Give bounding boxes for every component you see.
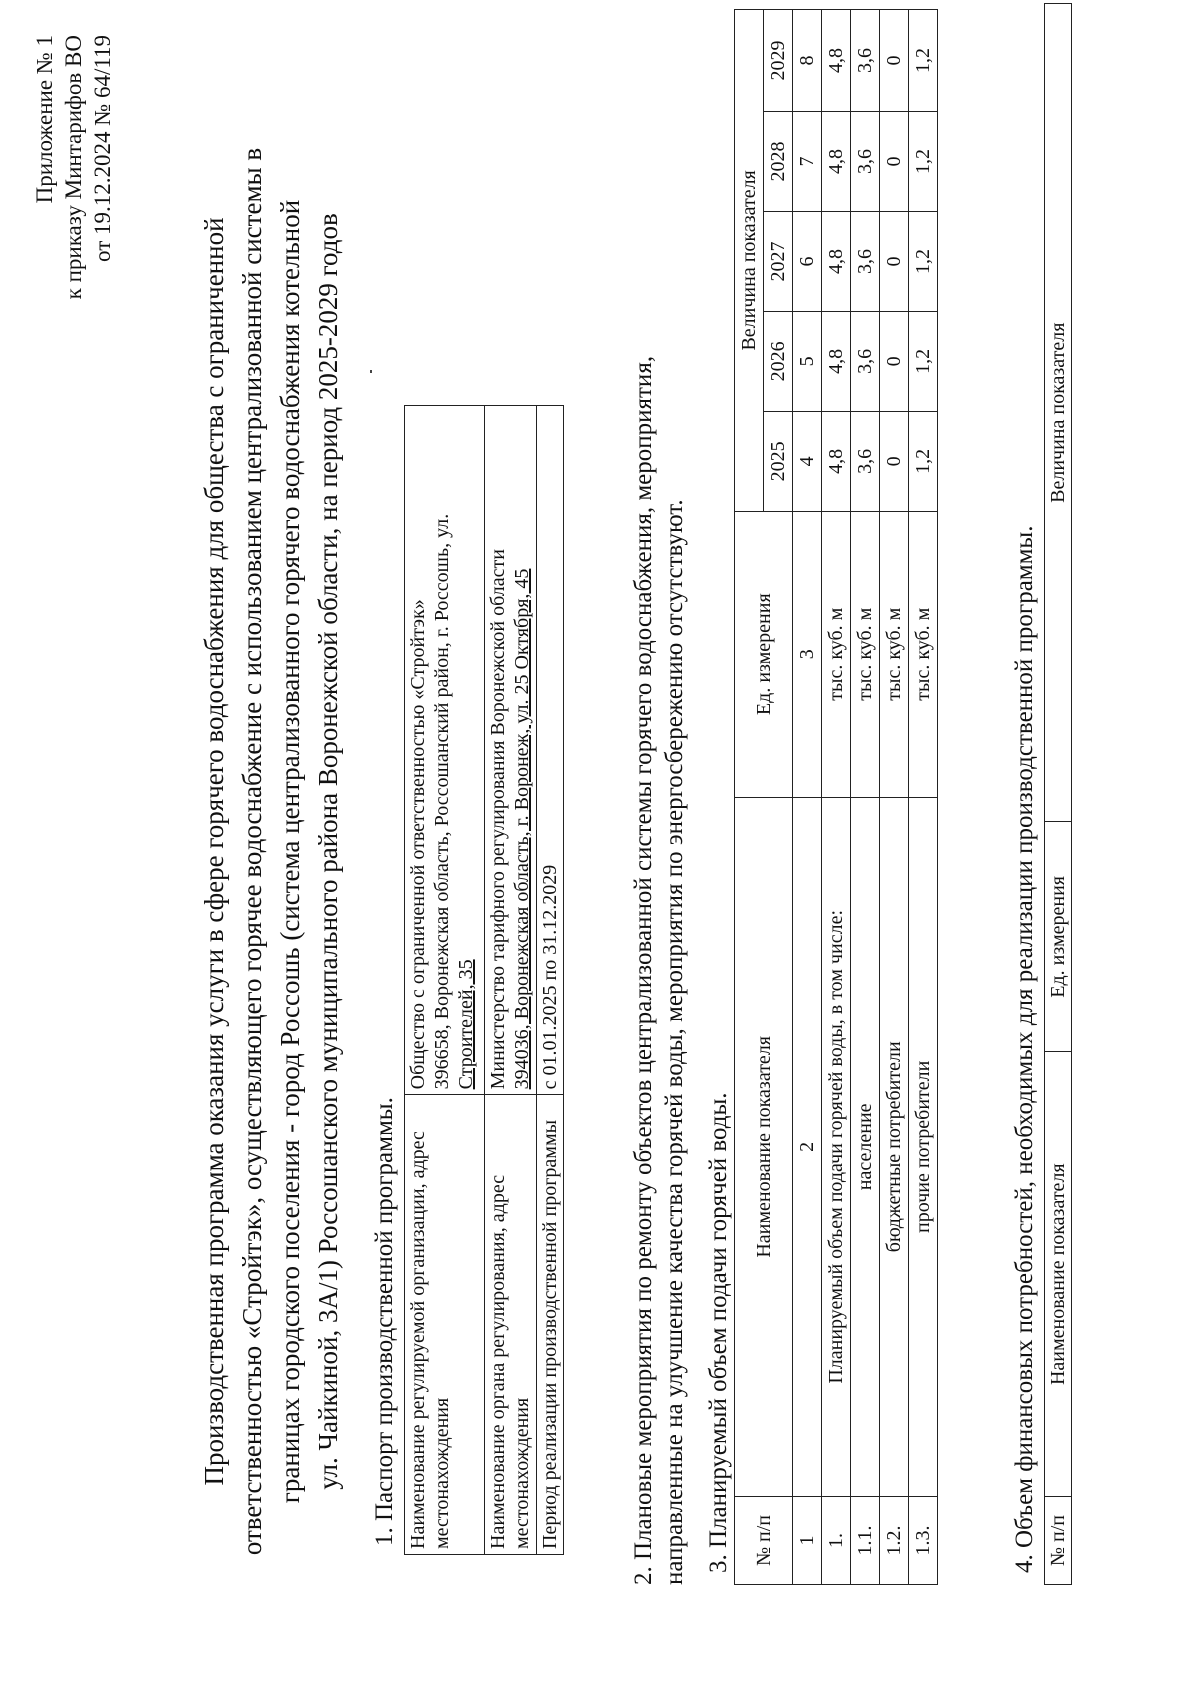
header-year: 2027 [764,211,793,311]
row-value: 3,6 [851,10,880,112]
column-number: 2 [793,797,822,1496]
row-num: 1.1. [851,1497,880,1585]
passport-value: с 01.01.2025 по 31.12.2029 [537,406,564,1095]
passport-row [485,406,537,1555]
passport-value-line: 396658, Воронежская область, Россошанский район, г. Россошь, ул. [431,513,453,1090]
header-num: № п/п [735,1497,793,1585]
title-line-2: ответственностью «Стройтэк», осуществляющего горячее водоснабжение с использованием централизованной системы в [237,147,267,1556]
row-name: население [851,797,880,1496]
row-value: 0 [880,10,909,112]
column-number: 6 [793,211,822,311]
finance-table [1044,3,1072,1585]
scan-speck [370,370,372,373]
header-unit: Ед. измерения [735,511,793,797]
table-row [822,10,851,1585]
approval-line-3: от 19.12.2024 № 64/119 [90,35,115,262]
passport-value [485,406,537,1095]
column-number: 7 [793,112,822,212]
title-line-3: границах городского поселения - город Россошь (система централизованного горячего водоснабжения котельной [275,199,305,1504]
column-number: 4 [793,411,822,511]
passport-value-line: Общество с ограниченной ответственностью «Стройтэк» [407,599,429,1090]
row-unit: тыс. куб. м [822,511,851,797]
passport-table [404,405,564,1555]
finance-header-value: Величина показателя [1045,4,1072,822]
section2-line-2: направленные на улучшение качества горячей воды, мероприятия по энергосбережению отсутствуют. [661,499,688,1585]
header-row [735,10,764,1585]
approval-line-1: Приложение № 1 [32,35,57,204]
row-value: 1,2 [909,211,938,311]
row-value: 4,8 [822,112,851,212]
approval-stamp-block [30,35,117,299]
approval-line-2: к приказу Минтарифов ВО [61,35,86,300]
row-value: 1,2 [909,10,938,112]
row-value: 4,8 [822,311,851,411]
header-year: 2025 [764,411,793,511]
row-num: 1. [822,1497,851,1585]
row-unit: тыс. куб. м [880,511,909,797]
title-line-1: Производственная программа оказания услуги в сфере горячего водоснабжения для общества с ограниченной [199,217,229,1486]
header-value: Величина показателя [735,10,764,512]
section3-heading: 3. Планируемый объем подачи горячей воды. [705,1092,732,1573]
row-value: 3,6 [851,411,880,511]
row-value: 3,6 [851,311,880,411]
finance-header-row [1045,4,1072,1585]
row-name: бюджетные потребители [880,797,909,1496]
table-row [909,10,938,1585]
column-number: 8 [793,10,822,112]
row-num: 1.3. [909,1497,938,1585]
passport-value [405,406,485,1095]
row-num: 1.2. [880,1497,909,1585]
passport-value-line: Министерство тарифного регулирования Воронежской области [487,549,509,1090]
header-year: 2028 [764,112,793,212]
passport-label: Наименование регулируемой организации, адрес местонахождения [405,1095,485,1555]
row-value: 3,6 [851,211,880,311]
row-value: 0 [880,311,909,411]
finance-header-num: № п/п [1045,1497,1072,1585]
column-number: 1 [793,1497,822,1585]
column-number: 3 [793,511,822,797]
table-row [880,10,909,1585]
row-unit: тыс. куб. м [909,511,938,797]
header-year: 2026 [764,311,793,411]
section2-text [628,25,690,1585]
title-line-4: ул. Чайкиной, 3А/1) Россошанского муниципального района Воронежской области, на период 2025-2029 годов [313,213,343,1490]
header-name: Наименование показателя [735,797,793,1496]
row-value: 1,2 [909,112,938,212]
section4-heading: 4. Объем финансовых потребностей, необходимых для реализации производственной программы. [1011,525,1038,1573]
row-name: прочие потребители [909,797,938,1496]
row-unit: тыс. куб. м [851,511,880,797]
section2-line-1: 2. Плановые мероприятия по ремонту объектов централизованной системы горячего водоснабжения, мероприятия, [630,355,657,1585]
passport-value-line: Строителей, 35 [455,959,477,1090]
column-number: 5 [793,311,822,411]
volume-table [734,9,938,1585]
row-name: Планируемый объем подачи горячей воды, в том числе: [822,797,851,1496]
passport-value-line: 394036, Воронежская область, г. Воронеж, ул. 25 Октября, 45 [511,568,533,1090]
row-value: 0 [880,112,909,212]
row-value: 0 [880,411,909,511]
row-value: 1,2 [909,411,938,511]
column-number-row [793,10,822,1585]
row-value: 0 [880,211,909,311]
header-year: 2029 [764,10,793,112]
passport-row [537,406,564,1555]
row-value: 4,8 [822,211,851,311]
passport-row [405,406,485,1555]
section1-heading: 1. Паспорт производственной программы. [371,1097,398,1546]
passport-label: Период реализации производственной программы [537,1095,564,1555]
table-row [851,10,880,1585]
finance-header-unit: Ед. измерения [1045,822,1072,1052]
row-value: 3,6 [851,112,880,212]
row-value: 4,8 [822,411,851,511]
row-value: 1,2 [909,311,938,411]
row-value: 4,8 [822,10,851,112]
passport-label: Наименование органа регулирования, адрес местонахождения [485,1095,537,1555]
finance-header-name: Наименование показателя [1045,1052,1072,1497]
document-title [195,0,347,1703]
